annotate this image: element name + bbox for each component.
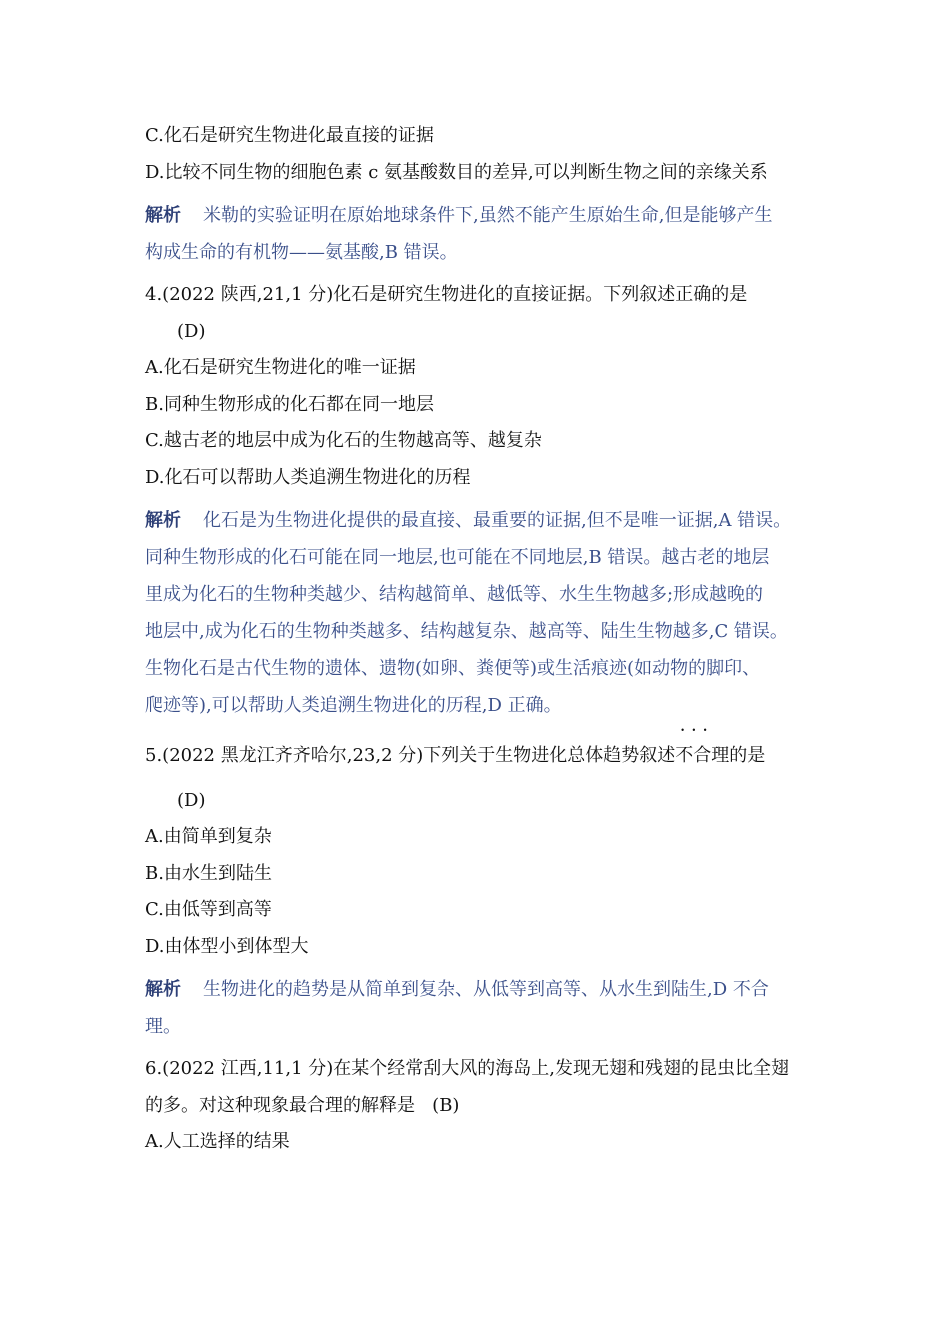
q5-analysis-line-2: 理。: [145, 1016, 181, 1037]
q4-stem: 4.(2022 陕西,21,1 分)化石是研究生物进化的直接证据。下列叙述正确的是: [145, 284, 748, 305]
q4-option-a: A.化石是研究生物进化的唯一证据: [145, 357, 416, 378]
q5-answer: (D): [177, 789, 206, 811]
q6-stem-text: 的多。对这种现象最合理的解释是: [145, 1094, 415, 1116]
q5-option-b: B.由水生到陆生: [145, 862, 272, 884]
q4-analysis-line-2: 同种生物形成的化石可能在同一地层,也可能在不同地层,B 错误。越古老的地层: [145, 547, 770, 568]
q4-analysis: [145, 502, 825, 724]
q6-stem-line-1: 6.(2022 江西,11,1 分)在某个经常刮大风的海岛上,发现无翅和残翅的昆虫比全翅: [145, 1058, 789, 1079]
q3-analysis-line-2: 构成生命的有机物——氨基酸,B 错误。: [145, 242, 458, 263]
q6-stem-line-2: [145, 1088, 825, 1125]
q6-option-a: A.人工选择的结果: [145, 1131, 290, 1152]
q4-option-c: C.越古老的地层中成为化石的生物越高等、越复杂: [145, 430, 542, 451]
q5-analysis-line-1: 生物进化的趋势是从简单到复杂、从低等到高等、从水生到陆生,D 不合: [203, 979, 769, 1000]
q4-analysis-line-6: 爬迹等),可以帮助人类追溯生物进化的历程,D 正确。: [145, 695, 562, 716]
document-page: [145, 118, 825, 1161]
q5-option-a: A.由简单到复杂: [145, 826, 272, 847]
analysis-label: 解析: [145, 510, 181, 531]
q4-option-b: B.同种生物形成的化石都在同一地层: [145, 393, 434, 415]
q3-option-d: D.比较不同生物的细胞色素 c 氨基酸数目的差异,可以判断生物之间的亲缘关系: [145, 161, 768, 183]
analysis-label: 解析: [145, 205, 181, 226]
q5-stem-start: 5.(2022 黑龙江齐齐哈尔,23,2 分)下列关于生物进化总体趋势叙述: [145, 745, 676, 766]
q5-analysis: [145, 971, 825, 1045]
q4-answer: (D): [177, 320, 206, 342]
q5-stem-end: 的是: [729, 745, 766, 766]
analysis-label: 解析: [145, 979, 181, 1000]
q5-stem: [145, 738, 825, 775]
q5-option-d: D.由体型小到体型大: [145, 935, 309, 957]
q3-analysis: [145, 197, 825, 271]
q4-analysis-line-3: 里成为化石的生物种类越少、结构越简单、越低等、水生生物越多;形成越晚的: [145, 584, 764, 605]
q4-option-d: D.化石可以帮助人类追溯生物进化的历程: [145, 466, 471, 488]
q3-option-c: C.化石是研究生物进化最直接的证据: [145, 125, 434, 146]
q6-answer: (B): [432, 1094, 460, 1116]
q5-stem-emphasis: • • • 不合理: [675, 745, 729, 766]
q5-option-c: C.由低等到高等: [145, 899, 272, 920]
q4-analysis-line-5: 生物化石是古代生物的遗体、遗物(如卵、粪便等)或生活痕迹(如动物的脚印、: [145, 658, 761, 679]
q4-analysis-line-4: 地层中,成为化石的生物种类越多、结构越复杂、越高等、陆生生物越多,C 错误。: [145, 621, 788, 642]
q3-analysis-line-1: 米勒的实验证明在原始地球条件下,虽然不能产生原始生命,但是能够产生: [203, 205, 773, 226]
q4-analysis-line-1: 化石是为生物进化提供的最直接、最重要的证据,但不是唯一证据,A 错误。: [203, 510, 792, 531]
